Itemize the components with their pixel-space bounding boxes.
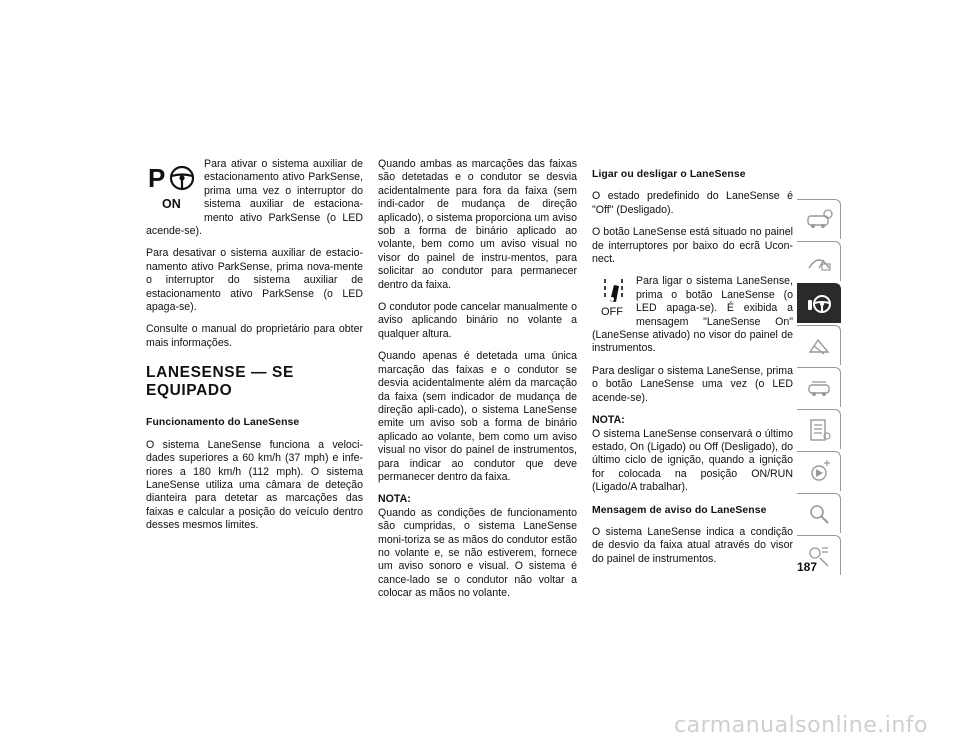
tab-dashboard-lights[interactable] (797, 241, 841, 281)
parksense-on-icon (146, 158, 202, 212)
subheading: Funcionamento do LaneSense (146, 417, 300, 429)
tab-car-service[interactable] (797, 367, 841, 407)
paragraph: O sistema LaneSense funciona a veloci-dades superiores a 60 km/h (37 mph) e infe-riores a 180 km/h (112 mph). O sistema LaneSense utiliza uma câmara de deteção dianteira para detetar as marcações das faixas e calcular a posição do veículo dentro desses mesmos limites. (146, 438, 363, 532)
svg-text:P: P (148, 163, 166, 193)
tab-steering-wheel[interactable] (797, 283, 841, 323)
chapter-tabs (797, 199, 841, 577)
page-number: 187 (797, 560, 818, 574)
paragraph: O botão LaneSense está situado no painel de interruptores por baixo do ecrã Ucon-nect. (592, 226, 793, 266)
column-3 (592, 158, 793, 575)
tab-search[interactable] (797, 493, 841, 533)
tab-specs-list[interactable] (797, 409, 841, 449)
tab-multimedia[interactable] (797, 451, 841, 491)
subheading: Mensagem de aviso do LaneSense (592, 504, 767, 516)
steering-wheel-icon (804, 290, 834, 318)
paragraph: Quando ambas as marcações das faixas são detetadas e o condutor se desvia acidentalmente para fora da faixa (sem indi-cador de mudança de direção aplicado), o sistema proporciona um aviso sob a forma de binário aplicado ao volante, bem como um aviso visual no visor do painel de instru-mentos, para solicitar ao condutor para permanecer dentro da faixa. (378, 158, 577, 291)
note-text: O sistema LaneSense conservará o último estado, On (Ligado) ou Off (Desligado), do último ciclo de ignição, quando a ignição for colocada na posição ON/RUN (Ligado/A trabalhar). (592, 427, 793, 494)
note-text: Quando as condições de funcionamento são cumpridas, o sistema LaneSense moni-toriza se as mãos do condutor estão no volante e, se não estiverem, fornece um aviso sonoro e visual. O sistema é cance-lado se o condutor não voltar a colocar as mãos no volante. (378, 506, 577, 600)
lanesense-off-icon (592, 275, 632, 319)
paragraph: O sistema LaneSense indica a condição de desvio da faixa atual através do visor do painel de instrumentos. (592, 525, 793, 565)
column-1 (146, 158, 363, 542)
svg-text:OFF: OFF (601, 306, 623, 319)
multimedia-icon (804, 458, 834, 486)
tab-car-info[interactable] (797, 199, 841, 239)
car-info-icon (804, 206, 834, 234)
svg-text:ON: ON (162, 197, 181, 211)
paragraph: Para desativar o sistema auxiliar de estacio-namento ativo ParkSense, prima nova-mente o interruptor do sistema auxiliar de estacionamento ativo ParkSense (o LED apaga-se). (146, 247, 363, 314)
subheading: Ligar ou desligar o LaneSense (592, 169, 746, 180)
paragraph: O estado predefinido do LaneSense é "Off" (Desligado). (592, 190, 793, 216)
car-service-icon (804, 374, 834, 402)
paragraph: Para desligar o sistema LaneSense, prima o botão LaneSense uma vez (o LED acende-se). (592, 364, 793, 404)
note-label: NOTA: (378, 493, 411, 506)
section-heading: LANESENSE — SE EQUIPADO (146, 364, 294, 400)
paragraph: Para ligar o sistema LaneSense, prima o botão LaneSense (o LED apaga-se). É exibida a mensagem "LaneSense On" (LaneSense ativado) no visor do painel de instrumentos. (592, 275, 793, 355)
paragraph: O condutor pode cancelar manualmente o aviso aplicando binário no volante a qualquer altura. (378, 301, 577, 340)
paragraph: Quando apenas é detetada uma única marcação das faixas e o condutor se desvia acidentalmente além da marcação da faixa (sem indicador de mudança de direção apli-cado), o sistema LaneSense emite um aviso sob a forma de binário aplicado ao volante, bem como um aviso visual no visor do painel de instrumentos, para indicar ao condutor que deve permanecer dentro da faixa. (378, 350, 577, 483)
column-2 (378, 158, 577, 610)
specs-list-icon (804, 416, 834, 444)
footer-watermark: carmanualsonline.info (674, 713, 928, 738)
footer (0, 712, 960, 742)
dashboard-lights-icon (804, 248, 834, 276)
search-icon (804, 500, 834, 528)
paragraph: Para ativar o sistema auxiliar de estacionamento ativo ParkSense, prima uma vez o interruptor do sistema auxiliar de estaciona-mento ativo ParkSense (o LED acende-se). (146, 158, 363, 238)
paragraph: Consulte o manual do proprietário para obter mais informações. (146, 323, 363, 349)
note-label: NOTA: (592, 414, 625, 427)
tab-airbag-safety[interactable] (797, 325, 841, 365)
airbag-safety-icon (804, 332, 834, 360)
